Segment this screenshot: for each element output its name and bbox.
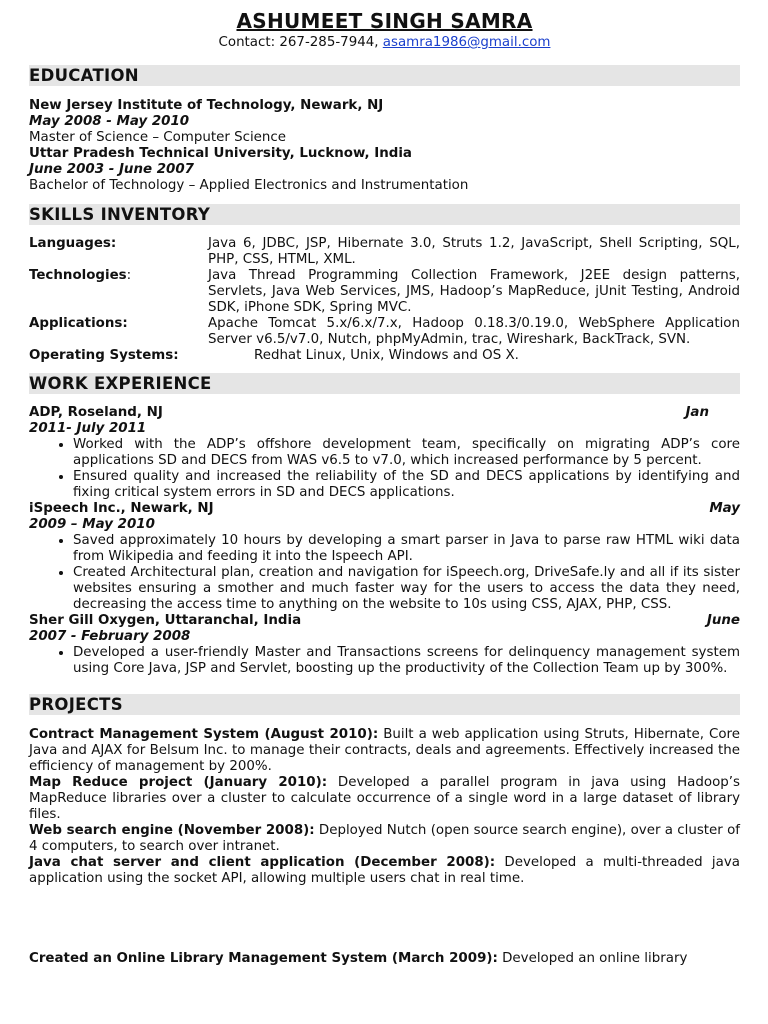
job-date-start: Jan [685,405,709,420]
skill-value: Java Thread Programming Collection Framework, J2EE design patterns, Servlets, Java Web Services, JMS, Hadoop’s MapReduce, jUnit Testing, Android SDK, iPhone SDK, Spring MVC. [208,268,740,315]
project-item [29,775,740,823]
job-bullets [29,645,740,677]
job-bullets [29,437,740,501]
section-projects-heading: PROJECTS [29,694,740,715]
project-desc: Developed a parallel program in java using Hadoop’s MapReduce libraries over a cluster to calculate occurrence of a single word in a large dataset of library files. [29,775,740,822]
education-dates: May 2008 - May 2010 [29,114,190,129]
skill-value: Apache Tomcat 5.x/6.x/7.x, Hadoop 0.18.3/0.19.0, WebSphere Application Server v6.5/v7.0, Nutch, phpMyAdmin, trac, Wireshark, BackTrack, SVN. [208,316,740,347]
resume-page [29,8,740,967]
job-entry [29,405,740,501]
project-name: Map Reduce project (January 2010): [29,775,328,790]
project-name: Contract Management System (August 2010): [29,727,379,742]
project-name: Java chat server and client application (December 2008): [29,855,496,870]
job-bullets [29,533,740,613]
project-desc: Developed a multi-threaded java application using the socket API, allowing multiple users chat in real time. [29,855,740,886]
school-name: Uttar Pradesh Technical University, Lucknow, India [29,146,412,161]
skill-row [29,268,740,316]
skill-key: Applications: [29,316,128,331]
skill-key: Technologies: [29,268,132,283]
email-link[interactable]: asamra1986@gmail.com [382,35,551,50]
job-entry [29,501,740,613]
section-skills-heading: SKILLS INVENTORY [29,204,740,225]
education-dates: June 2003 - June 2007 [29,162,195,177]
job-date-start: May [709,501,740,516]
section-work-heading: WORK EXPERIENCE [29,373,740,394]
project-desc: Built a web application using Struts, Hibernate, Core Java and AJAX for Belsum Inc. to manage their contracts, deals and agreements. Effectively increased the efficiency of management by 200%. [29,727,740,774]
education-entry [29,98,740,146]
project-item [29,951,740,967]
job-date-range: 2009 – May 2010 [29,517,155,532]
project-desc: Developed an online library [497,951,688,966]
contact-phone: Contact: 267-285-7944, [218,35,383,50]
job-date-start: June [706,613,740,628]
company: iSpeech Inc., Newark, NJ [29,501,214,516]
company: ADP, Roseland, NJ [29,405,163,420]
contact-line [29,34,740,52]
job-bullet: • Ensured quality and increased the reliability of the SD and DECS applications by identifying and fixing critical system errors in SD and DECS applications. [73,469,740,501]
job-entry [29,613,740,677]
project-name: Web search engine (November 2008): [29,823,315,838]
degree: Master of Science – Computer Science [29,130,286,145]
skill-row [29,348,740,364]
project-item [29,727,740,775]
skill-value: Redhat Linux, Unix, Windows and OS X. [254,348,519,363]
job-date-range: 2011- July 2011 [29,421,147,436]
education-entry [29,146,740,194]
job-bullet: • Developed a user-friendly Master and Transactions screens for delinquency management system using Core Java, JSP and Servlet, boosting up the productivity of the Collection Team up by 300%. [73,645,740,677]
job-header [29,613,740,629]
job-bullet: • Created Architectural plan, creation and navigation for iSpeech.org, DriveSafe.ly and all if its sister websites ensuring a smother and much faster way for the users to access the data they need, decreasing the access time to anything on the website to 10s using CSS, AJAX, PHP, CSS. [73,565,740,613]
job-bullet: • Worked with the ADP’s offshore development team, specifically on migrating ADP’s core applications SD and DECS from WAS v6.5 to v7.0, which increased performance by 5 percent. [73,437,740,469]
skill-row [29,316,740,348]
skill-key: Languages: [29,236,117,251]
job-date-range: 2007 - February 2008 [29,629,191,644]
degree: Bachelor of Technology – Applied Electronics and Instrumentation [29,178,469,193]
project-desc: Deployed Nutch (open source search engine), over a cluster of 4 computers, to search over intranet. [29,823,740,854]
company: Sher Gill Oxygen, Uttaranchal, India [29,613,302,628]
project-name: Created an Online Library Management System (March 2009): [29,951,498,966]
project-item [29,823,740,855]
skill-value: Java 6, JDBC, JSP, Hibernate 3.0, Struts 1.2, JavaScript, Shell Scripting, SQL, PHP, CSS, HTML, XML. [208,236,740,267]
school-name: New Jersey Institute of Technology, Newark, NJ [29,98,384,113]
skill-key: Operating Systems: [29,348,179,363]
job-header [29,405,740,421]
job-header [29,501,740,517]
project-item [29,855,740,887]
skill-row [29,236,740,268]
section-education-heading: EDUCATION [29,65,740,86]
skill-key-text: Technologies [29,268,127,283]
job-bullet: • Saved approximately 10 hours by developing a smart parser in Java to parse raw HTML wiki data from Wikipedia and feeding it into the Ispeech API. [73,533,740,565]
candidate-name: ASHUMEET SINGH SAMRA [236,9,533,33]
